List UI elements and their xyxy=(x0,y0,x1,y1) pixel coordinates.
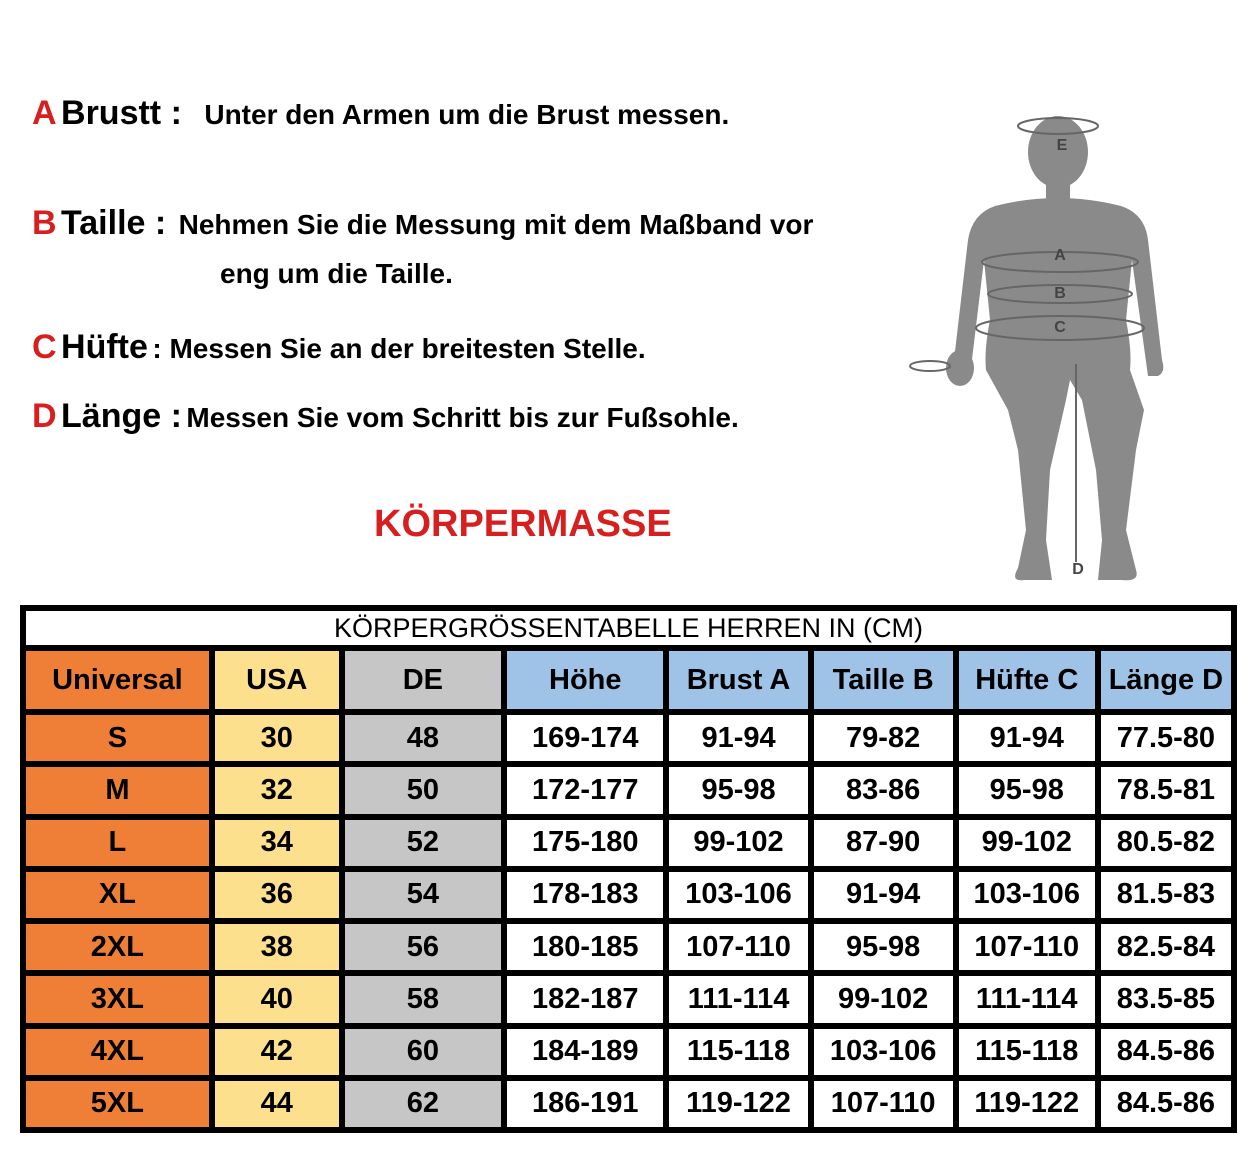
body-silhouette xyxy=(946,116,1163,580)
instruction-text: Nehmen Sie die Messung mit dem Maßband vor xyxy=(178,209,814,240)
cell-de: 52 xyxy=(345,820,501,866)
cell-brust: 95-98 xyxy=(669,767,807,813)
cell-laenge: 82.5-84 xyxy=(1101,924,1231,970)
figure-label-a: A xyxy=(1054,247,1066,264)
cell-brust: 119-122 xyxy=(669,1081,807,1127)
cell-taille: 87-90 xyxy=(814,820,953,866)
cell-usa: 34 xyxy=(215,820,339,866)
table-row xyxy=(26,924,1231,970)
cell-universal: L xyxy=(26,820,209,866)
cell-taille: 95-98 xyxy=(814,924,953,970)
cell-hoehe: 184-189 xyxy=(507,1029,663,1075)
cell-de: 54 xyxy=(345,872,501,918)
cell-taille: 107-110 xyxy=(814,1081,953,1127)
cell-de: 62 xyxy=(345,1081,501,1127)
instruction-text: Messen Sie vom Schritt bis zur Fußsohle. xyxy=(186,402,739,433)
cell-taille: 79-82 xyxy=(814,715,953,761)
cell-de: 48 xyxy=(345,715,501,761)
cell-universal: 2XL xyxy=(26,924,209,970)
header-de: DE xyxy=(345,651,501,709)
table-title: KÖRPERGRÖSSENTABELLE HERREN IN (CM) xyxy=(26,611,1231,645)
table-row xyxy=(26,767,1231,813)
cell-huefte: 95-98 xyxy=(959,767,1095,813)
cell-taille: 99-102 xyxy=(814,976,953,1022)
cell-laenge: 84.5-86 xyxy=(1101,1029,1231,1075)
cell-hoehe: 180-185 xyxy=(507,924,663,970)
cell-brust: 91-94 xyxy=(669,715,807,761)
header-brust: Brust A xyxy=(669,651,807,709)
cell-de: 60 xyxy=(345,1029,501,1075)
cell-huefte: 91-94 xyxy=(959,715,1095,761)
instruction-d xyxy=(32,399,739,433)
cell-universal: 5XL xyxy=(26,1081,209,1127)
instruction-part: Taille : xyxy=(61,204,167,242)
header-laenge: Länge D xyxy=(1101,651,1231,709)
cell-huefte: 107-110 xyxy=(959,924,1095,970)
table-row xyxy=(26,715,1231,761)
cell-laenge: 78.5-81 xyxy=(1101,767,1231,813)
table-row xyxy=(26,1081,1231,1127)
instruction-part: Brustt : xyxy=(61,94,182,132)
cell-taille: 83-86 xyxy=(814,767,953,813)
cell-brust: 107-110 xyxy=(669,924,807,970)
cell-de: 50 xyxy=(345,767,501,813)
cell-usa: 32 xyxy=(215,767,339,813)
cell-de: 58 xyxy=(345,976,501,1022)
cell-usa: 36 xyxy=(215,872,339,918)
figure-label-b: B xyxy=(1054,285,1066,302)
cell-hoehe: 178-183 xyxy=(507,872,663,918)
cell-usa: 38 xyxy=(215,924,339,970)
instruction-a xyxy=(32,96,729,130)
cell-laenge: 84.5-86 xyxy=(1101,1081,1231,1127)
header-universal: Universal xyxy=(26,651,209,709)
cell-usa: 30 xyxy=(215,715,339,761)
instruction-letter: D xyxy=(32,397,57,435)
cell-huefte: 115-118 xyxy=(959,1029,1095,1075)
section-title: KÖRPERMASSE xyxy=(374,503,672,545)
instruction-letter: A xyxy=(32,94,57,132)
cell-laenge: 80.5-82 xyxy=(1101,820,1231,866)
cell-usa: 40 xyxy=(215,976,339,1022)
cell-universal: M xyxy=(26,767,209,813)
cell-brust: 103-106 xyxy=(669,872,807,918)
cell-usa: 44 xyxy=(215,1081,339,1127)
cell-universal: 3XL xyxy=(26,976,209,1022)
cell-universal: 4XL xyxy=(26,1029,209,1075)
cell-brust: 115-118 xyxy=(669,1029,807,1075)
cell-taille: 103-106 xyxy=(814,1029,953,1075)
cell-brust: 111-114 xyxy=(669,976,807,1022)
instruction-part: Länge : xyxy=(61,397,182,435)
figure-label-c: C xyxy=(1054,319,1066,336)
instruction-b-continuation: eng um die Taille. xyxy=(220,258,453,289)
instruction-text: : Messen Sie an der breitesten Stelle. xyxy=(152,333,646,364)
cell-laenge: 81.5-83 xyxy=(1101,872,1231,918)
cell-huefte: 111-114 xyxy=(959,976,1095,1022)
instruction-letter: B xyxy=(32,204,57,242)
header-hoehe: Höhe xyxy=(507,651,663,709)
instruction-letter: C xyxy=(32,328,57,366)
cell-huefte: 99-102 xyxy=(959,820,1095,866)
instruction-b xyxy=(32,206,813,240)
cell-hoehe: 182-187 xyxy=(507,976,663,1022)
cell-hoehe: 169-174 xyxy=(507,715,663,761)
instruction-part: Hüfte xyxy=(61,328,148,366)
cell-huefte: 119-122 xyxy=(959,1081,1095,1127)
figure-label-e: E xyxy=(1056,137,1068,154)
body-measurement-figure xyxy=(900,110,1200,590)
header-usa: USA xyxy=(215,651,339,709)
cell-brust: 99-102 xyxy=(669,820,807,866)
size-table xyxy=(20,605,1237,1133)
cell-de: 56 xyxy=(345,924,501,970)
cell-huefte: 103-106 xyxy=(959,872,1095,918)
cell-taille: 91-94 xyxy=(814,872,953,918)
header-taille: Taille B xyxy=(814,651,953,709)
cell-hoehe: 175-180 xyxy=(507,820,663,866)
cell-universal: XL xyxy=(26,872,209,918)
instruction-c xyxy=(32,330,646,364)
cell-laenge: 83.5-85 xyxy=(1101,976,1231,1022)
table-row xyxy=(26,1029,1231,1075)
cell-universal: S xyxy=(26,715,209,761)
table-row xyxy=(26,872,1231,918)
cell-hoehe: 186-191 xyxy=(507,1081,663,1127)
cell-hoehe: 172-177 xyxy=(507,767,663,813)
table-row xyxy=(26,820,1231,866)
cell-usa: 42 xyxy=(215,1029,339,1075)
table-header-row xyxy=(26,651,1231,709)
instruction-text: Unter den Armen um die Brust messen. xyxy=(204,99,730,130)
figure-label-d: D xyxy=(1072,561,1084,578)
header-huefte: Hüfte C xyxy=(959,651,1095,709)
table-row xyxy=(26,976,1231,1022)
cell-laenge: 77.5-80 xyxy=(1101,715,1231,761)
